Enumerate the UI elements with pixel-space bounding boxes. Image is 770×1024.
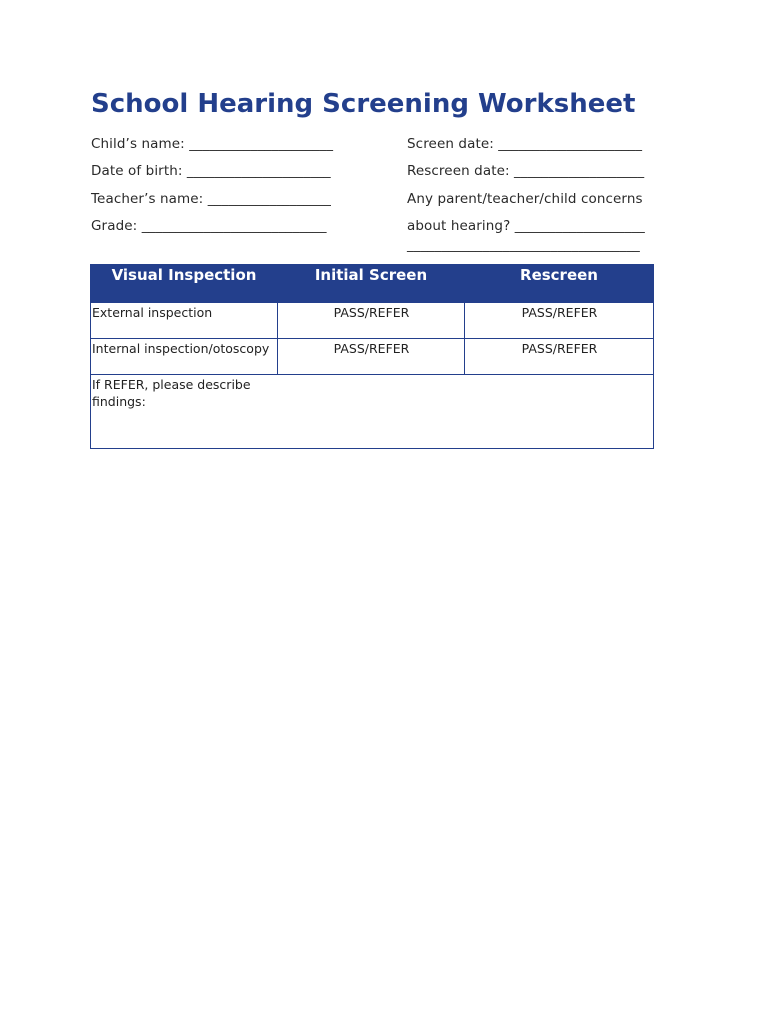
concerns-field-line1: Any parent/teacher/child concerns: [407, 191, 643, 207]
row-label-internal: Internal inspection/otoscopy: [91, 339, 278, 375]
concerns-field-line2: about hearing? ___________________: [407, 218, 645, 234]
header-visual-inspection: Visual Inspection: [91, 264, 278, 303]
concerns-field-line3: __________________________________: [407, 237, 640, 253]
date-of-birth-field: Date of birth: _____________________: [91, 163, 331, 179]
header-rescreen: Rescreen: [465, 264, 654, 303]
internal-initial-result: PASS/REFER: [278, 339, 465, 375]
table-header-row: [91, 264, 654, 303]
row-label-external: External inspection: [91, 303, 278, 339]
screen-date-field: Screen date: _____________________: [407, 136, 643, 152]
screening-table: [90, 264, 654, 449]
refer-findings-row: [91, 375, 654, 449]
header-initial-screen: Initial Screen: [278, 264, 465, 303]
refer-findings-label: If REFER, please describe findings:: [92, 377, 251, 409]
rescreen-date-field: Rescreen date: ___________________: [407, 163, 645, 179]
table-row: [91, 303, 654, 339]
grade-field: Grade: ___________________________: [91, 218, 327, 234]
teacher-name-field: Teacher’s name: __________________: [91, 191, 332, 207]
table-row: [91, 339, 654, 375]
page-title: School Hearing Screening Worksheet: [91, 89, 636, 119]
refer-findings-cell: [91, 375, 654, 449]
child-name-field: Child’s name: _____________________: [91, 136, 334, 152]
external-initial-result: PASS/REFER: [278, 303, 465, 339]
internal-rescreen-result: PASS/REFER: [465, 339, 654, 375]
external-rescreen-result: PASS/REFER: [465, 303, 654, 339]
